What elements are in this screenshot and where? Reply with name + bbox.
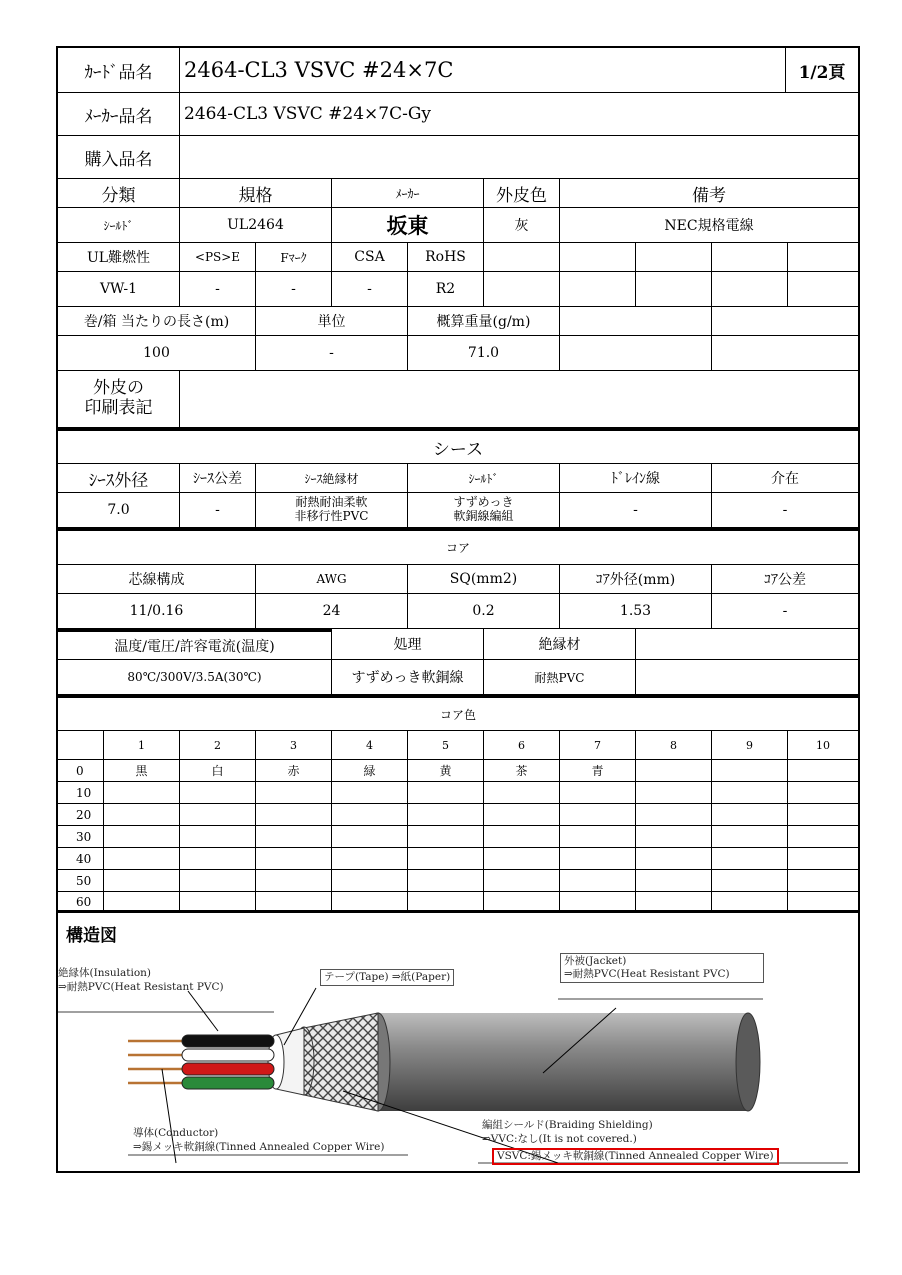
- sheath-insulation-value: [256, 493, 408, 528]
- strand-header: 芯線構成: [58, 565, 256, 594]
- color-cell-empty: [180, 870, 256, 892]
- f-mark-header: Fﾏｰｸ: [256, 243, 332, 272]
- approval-blank: [788, 243, 858, 272]
- approval-blank: [712, 243, 788, 272]
- core-color-cell: 黒: [104, 760, 180, 782]
- color-cell-empty: [408, 804, 484, 826]
- maker-value: 坂東: [332, 208, 484, 243]
- rohs-value: R2: [408, 272, 484, 307]
- ul-flammability-header: UL難燃性: [58, 243, 180, 272]
- color-cell-empty: [408, 826, 484, 848]
- jacket-end: [736, 1013, 760, 1111]
- structure-diagram: [58, 910, 858, 1173]
- rating-header: 温度/電圧/許容電流(温度): [58, 629, 332, 660]
- color-col-header: 9: [712, 731, 788, 760]
- color-row-label: 50: [58, 870, 104, 892]
- color-row-label: 0: [58, 760, 104, 782]
- csa-header: CSA: [332, 243, 408, 272]
- color-col-header: 3: [256, 731, 332, 760]
- color-cell-empty: [408, 848, 484, 870]
- color-cell-empty: [256, 870, 332, 892]
- insulation-header: 絶縁材: [484, 629, 636, 660]
- color-row-label: 60: [58, 892, 104, 912]
- color-cell-empty: [408, 892, 484, 912]
- core-od-header: ｺｱ外径(mm): [560, 565, 712, 594]
- unit-header: 単位: [256, 307, 408, 336]
- drain-wire-value: -: [560, 493, 712, 528]
- insulated-core: [182, 1049, 274, 1061]
- shield-label-1: 編組シールド(Braiding Shielding): [482, 1119, 653, 1131]
- color-grid-corner: [58, 731, 104, 760]
- color-col-header: 5: [408, 731, 484, 760]
- approval-blank: [712, 272, 788, 307]
- color-cell-empty: [560, 826, 636, 848]
- core-color-cell: 白: [180, 760, 256, 782]
- color-cell-empty: [104, 870, 180, 892]
- color-cell-empty: [712, 870, 788, 892]
- color-cell-empty: [180, 782, 256, 804]
- csa-value: -: [332, 272, 408, 307]
- color-cell-empty: [332, 848, 408, 870]
- color-row-label: 40: [58, 848, 104, 870]
- core-color-section-title: コア色: [58, 695, 858, 731]
- awg-header: AWG: [256, 565, 408, 594]
- core-od-value: 1.53: [560, 594, 712, 629]
- insulated-core: [182, 1035, 274, 1047]
- length-blank: [712, 336, 858, 371]
- filler-header: 介在: [712, 464, 858, 493]
- color-cell-empty: [636, 848, 712, 870]
- color-cell-empty: [712, 804, 788, 826]
- color-row-label: 10: [58, 782, 104, 804]
- page-number: 1/2頁: [786, 48, 858, 93]
- core-color-cell: [636, 760, 712, 782]
- conductor-blank: [636, 660, 858, 695]
- sheath-tolerance-header: ｼｰｽ公差: [180, 464, 256, 493]
- color-cell-empty: [180, 848, 256, 870]
- color-cell-empty: [484, 848, 560, 870]
- braid-shield: [304, 1013, 378, 1111]
- core-color-cell: 赤: [256, 760, 332, 782]
- remarks-header: 備考: [560, 179, 858, 208]
- approval-blank: [484, 243, 560, 272]
- color-cell-empty: [256, 826, 332, 848]
- card-name-label: ｶｰﾄﾞ品名: [58, 48, 180, 93]
- conductor-label-1: 導体(Conductor): [133, 1127, 219, 1139]
- insulated-cores: [128, 1035, 274, 1089]
- color-row-label: 30: [58, 826, 104, 848]
- jacket-color-value: 灰: [484, 208, 560, 243]
- color-cell-empty: [332, 782, 408, 804]
- pse-header: <PS>E: [180, 243, 256, 272]
- shield-label-2: ⇒VVC:なし(It is not covered.): [482, 1133, 637, 1145]
- treatment-value: すずめっき軟銅線: [332, 660, 484, 695]
- color-cell-empty: [712, 782, 788, 804]
- color-cell-empty: [104, 826, 180, 848]
- color-cell-empty: [636, 826, 712, 848]
- rohs-header: RoHS: [408, 243, 484, 272]
- color-col-header: 7: [560, 731, 636, 760]
- core-tolerance-value: -: [712, 594, 858, 629]
- color-cell-empty: [484, 892, 560, 912]
- color-cell-empty: [104, 892, 180, 912]
- color-cell-empty: [636, 870, 712, 892]
- length-blank: [712, 307, 858, 336]
- length-value: 100: [58, 336, 256, 371]
- core-color-cell: 緑: [332, 760, 408, 782]
- color-cell-empty: [560, 892, 636, 912]
- insulation-label-1: 絶縁体(Insulation): [58, 967, 152, 979]
- approval-blank: [560, 243, 636, 272]
- insulation-value: 耐熱PVC: [484, 660, 636, 695]
- sheath-tolerance-value: -: [180, 493, 256, 528]
- color-cell-empty: [712, 892, 788, 912]
- unit-value: -: [256, 336, 408, 371]
- color-cell-empty: [104, 782, 180, 804]
- color-cell-empty: [256, 892, 332, 912]
- f-mark-value: -: [256, 272, 332, 307]
- color-cell-empty: [332, 826, 408, 848]
- approval-blank: [636, 272, 712, 307]
- color-cell-empty: [180, 892, 256, 912]
- color-col-header: 4: [332, 731, 408, 760]
- color-cell-empty: [788, 804, 858, 826]
- core-section-title: コア: [58, 528, 858, 565]
- color-cell-empty: [712, 826, 788, 848]
- sq-header: SQ(mm2): [408, 565, 560, 594]
- approval-blank: [484, 272, 560, 307]
- jacket-label: [560, 953, 764, 983]
- leader-insulation: [188, 991, 218, 1031]
- jacket-body: [378, 1013, 748, 1111]
- filler-value: -: [712, 493, 858, 528]
- color-col-header: 1: [104, 731, 180, 760]
- color-cell-empty: [788, 826, 858, 848]
- color-cell-empty: [636, 892, 712, 912]
- maker-header: ﾒｰｶｰ: [332, 179, 484, 208]
- structure-diagram-title: 構造図: [66, 926, 117, 946]
- approval-blank: [636, 243, 712, 272]
- awg-value: 24: [256, 594, 408, 629]
- color-cell-empty: [788, 892, 858, 912]
- color-cell-empty: [560, 782, 636, 804]
- print-marking-label-line2: 印刷表記: [84, 398, 153, 418]
- rating-value: 80℃/300V/3.5A(30℃): [58, 660, 332, 695]
- sheath-insulation-line2: 非移行性PVC: [294, 509, 369, 523]
- sheath-od-value: 7.0: [58, 493, 180, 528]
- purchase-name-value: [180, 136, 858, 179]
- color-cell-empty: [788, 870, 858, 892]
- color-cell-empty: [104, 804, 180, 826]
- strand-value: 11/0.16: [58, 594, 256, 629]
- color-col-header: 8: [636, 731, 712, 760]
- color-cell-empty: [104, 848, 180, 870]
- sheath-insulation-header: ｼｰｽ絶縁材: [256, 464, 408, 493]
- color-cell-empty: [636, 804, 712, 826]
- color-cell-empty: [560, 848, 636, 870]
- color-cell-empty: [788, 782, 858, 804]
- color-cell-empty: [256, 804, 332, 826]
- cable-spec-sheet: [56, 46, 860, 1173]
- jacket-label-1: 外被(Jacket): [564, 955, 627, 967]
- approval-blank: [788, 272, 858, 307]
- color-cell-empty: [484, 826, 560, 848]
- color-cell-empty: [560, 804, 636, 826]
- color-cell-empty: [788, 848, 858, 870]
- insulated-core: [182, 1063, 274, 1075]
- weight-header: 概算重量(g/m): [408, 307, 560, 336]
- sheath-od-header: ｼｰｽ外径: [58, 464, 180, 493]
- color-row-label: 20: [58, 804, 104, 826]
- sheath-section-title: シース: [58, 428, 858, 464]
- core-tolerance-header: ｺｱ公差: [712, 565, 858, 594]
- shield-label-3: VSVC:錫メッキ軟銅線(Tinned Annealed Copper Wire): [492, 1148, 779, 1165]
- sheath-insulation-line1: 耐熱耐油柔軟: [295, 495, 368, 510]
- category-header: 分類: [58, 179, 180, 208]
- shield-header: ｼｰﾙﾄﾞ: [408, 464, 560, 493]
- color-cell-empty: [256, 782, 332, 804]
- print-marking-label: [58, 371, 180, 428]
- length-header: 巻/箱 当たりの長さ(m): [58, 307, 256, 336]
- color-cell-empty: [332, 870, 408, 892]
- length-blank: [560, 336, 712, 371]
- color-cell-empty: [484, 782, 560, 804]
- ul-flammability-value: VW-1: [58, 272, 180, 307]
- jacket-label-2: ⇒耐熱PVC(Heat Resistant PVC): [564, 968, 730, 981]
- drain-wire-header: ﾄﾞﾚｲﾝ線: [560, 464, 712, 493]
- insulation-label-2: ⇒耐熱PVC(Heat Resistant PVC): [58, 981, 224, 993]
- insulated-core: [182, 1077, 274, 1089]
- maker-name-label: ﾒｰｶｰ品名: [58, 93, 180, 136]
- remarks-value: NEC規格電線: [560, 208, 858, 243]
- shield-value: [408, 493, 560, 528]
- conductor-label-2: ⇒錫メッキ軟銅線(Tinned Annealed Copper Wire): [133, 1141, 385, 1153]
- tape-label: テープ(Tape) ⇒紙(Paper): [320, 969, 454, 986]
- color-cell-empty: [484, 804, 560, 826]
- core-color-cell: 茶: [484, 760, 560, 782]
- purchase-name-label: 購入品名: [58, 136, 180, 179]
- conductor-blank: [636, 629, 858, 660]
- print-marking-value: [180, 371, 858, 428]
- color-cell-empty: [408, 782, 484, 804]
- standard-header: 規格: [180, 179, 332, 208]
- color-cell-empty: [332, 804, 408, 826]
- color-cell-empty: [408, 870, 484, 892]
- weight-value: 71.0: [408, 336, 560, 371]
- pse-value: -: [180, 272, 256, 307]
- shield-line2: 軟銅線編組: [453, 509, 514, 523]
- core-color-cell: 青: [560, 760, 636, 782]
- treatment-header: 処理: [332, 629, 484, 660]
- color-cell-empty: [712, 848, 788, 870]
- core-color-cell: [788, 760, 858, 782]
- length-blank: [560, 307, 712, 336]
- core-color-cell: [712, 760, 788, 782]
- maker-name-value: 2464-CL3 VSVC #24×7C-Gy: [180, 93, 858, 136]
- print-marking-label-line1: 外皮の: [93, 378, 144, 399]
- jacket-color-header: 外皮色: [484, 179, 560, 208]
- color-cell-empty: [332, 892, 408, 912]
- color-cell-empty: [180, 804, 256, 826]
- color-col-header: 10: [788, 731, 858, 760]
- approval-blank: [560, 272, 636, 307]
- color-cell-empty: [256, 848, 332, 870]
- category-value: ｼｰﾙﾄﾞ: [58, 208, 180, 243]
- color-cell-empty: [636, 782, 712, 804]
- standard-value: UL2464: [180, 208, 332, 243]
- card-name-value: 2464-CL3 VSVC #24×7C: [180, 48, 786, 93]
- color-col-header: 2: [180, 731, 256, 760]
- shield-line1: すずめっき: [453, 495, 514, 510]
- color-cell-empty: [484, 870, 560, 892]
- sq-value: 0.2: [408, 594, 560, 629]
- core-color-cell: 黄: [408, 760, 484, 782]
- color-cell-empty: [180, 826, 256, 848]
- color-col-header: 6: [484, 731, 560, 760]
- color-cell-empty: [560, 870, 636, 892]
